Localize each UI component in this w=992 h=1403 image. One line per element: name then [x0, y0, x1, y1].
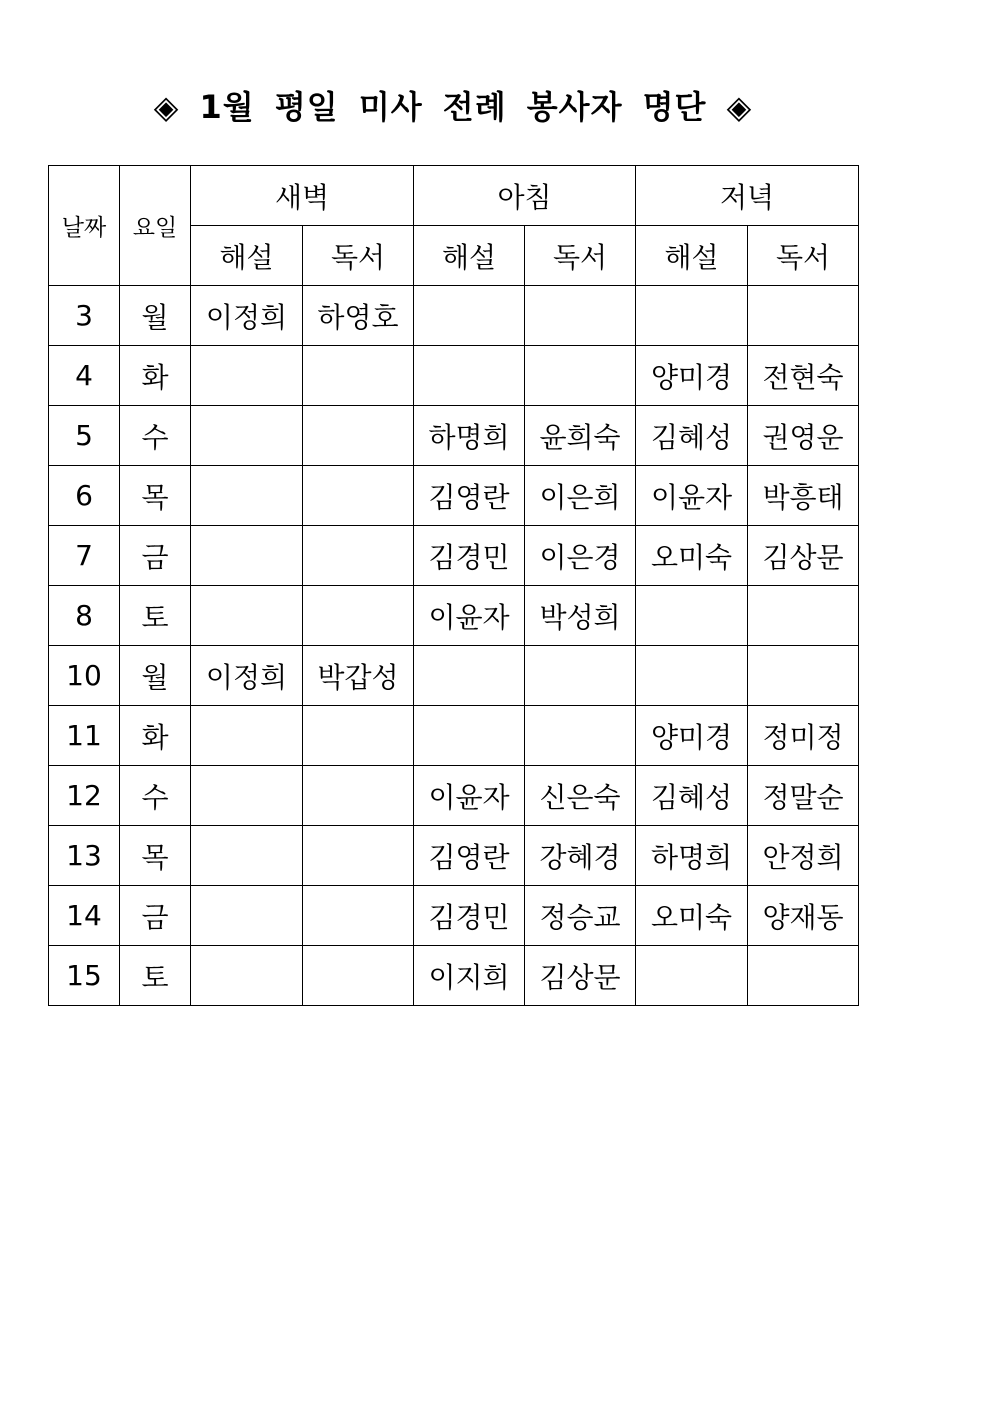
column-header-role: 독서 [748, 226, 859, 286]
column-header-evening: 저녁 [636, 166, 859, 226]
volunteer-name-cell: 김상문 [748, 526, 859, 586]
volunteer-name-cell: 안정희 [748, 826, 859, 886]
volunteer-name-cell [303, 946, 414, 1006]
header-row-periods [49, 166, 859, 226]
column-header-weekday: 요일 [120, 166, 191, 286]
volunteer-name-cell: 양미경 [636, 346, 748, 406]
volunteer-name-cell [748, 286, 859, 346]
table-row [49, 646, 859, 706]
volunteer-name-cell: 이정희 [191, 646, 303, 706]
volunteer-name-cell: 김경민 [414, 886, 525, 946]
volunteer-name-cell [191, 526, 303, 586]
table-header [49, 166, 859, 286]
volunteer-name-cell: 박갑성 [303, 646, 414, 706]
volunteer-name-cell: 김영란 [414, 826, 525, 886]
date-cell: 6 [49, 466, 120, 526]
volunteer-name-cell: 전현숙 [748, 346, 859, 406]
weekday-cell: 금 [120, 526, 191, 586]
volunteer-name-cell: 권영운 [748, 406, 859, 466]
volunteer-name-cell [303, 346, 414, 406]
column-header-dawn: 새벽 [191, 166, 414, 226]
volunteer-name-cell [636, 946, 748, 1006]
table-row [49, 826, 859, 886]
volunteer-name-cell [191, 766, 303, 826]
table-body [49, 286, 859, 1006]
volunteer-name-cell [303, 406, 414, 466]
volunteer-name-cell: 정승교 [525, 886, 636, 946]
volunteer-name-cell [414, 706, 525, 766]
volunteer-name-cell [525, 346, 636, 406]
volunteer-name-cell [303, 706, 414, 766]
volunteer-name-cell [636, 586, 748, 646]
volunteer-name-cell [748, 946, 859, 1006]
volunteer-name-cell: 김상문 [525, 946, 636, 1006]
volunteer-name-cell [303, 766, 414, 826]
page-title: ◈ 1월 평일 미사 전례 봉사자 명단 ◈ [153, 88, 753, 126]
volunteer-name-cell [414, 646, 525, 706]
volunteer-name-cell [525, 706, 636, 766]
date-cell: 4 [49, 346, 120, 406]
weekday-cell: 화 [120, 706, 191, 766]
column-header-role: 해설 [414, 226, 525, 286]
weekday-cell: 목 [120, 826, 191, 886]
table-row [49, 706, 859, 766]
table-row [49, 586, 859, 646]
weekday-cell: 목 [120, 466, 191, 526]
table-row [49, 526, 859, 586]
volunteer-name-cell: 오미숙 [636, 526, 748, 586]
column-header-role: 해설 [191, 226, 303, 286]
weekday-cell: 수 [120, 406, 191, 466]
volunteer-name-cell [191, 466, 303, 526]
table-row [49, 946, 859, 1006]
volunteer-name-cell: 강혜경 [525, 826, 636, 886]
date-cell: 13 [49, 826, 120, 886]
date-cell: 15 [49, 946, 120, 1006]
column-header-role: 독서 [303, 226, 414, 286]
volunteer-name-cell [191, 826, 303, 886]
volunteer-name-cell: 김혜성 [636, 766, 748, 826]
volunteer-name-cell [191, 586, 303, 646]
volunteer-name-cell: 하명희 [414, 406, 525, 466]
table-row [49, 766, 859, 826]
date-cell: 10 [49, 646, 120, 706]
table-row [49, 406, 859, 466]
volunteer-name-cell: 이은경 [525, 526, 636, 586]
volunteer-name-cell: 김영란 [414, 466, 525, 526]
weekday-cell: 토 [120, 586, 191, 646]
volunteer-name-cell [303, 886, 414, 946]
volunteer-name-cell: 양재동 [748, 886, 859, 946]
table-row [49, 886, 859, 946]
volunteer-name-cell [636, 286, 748, 346]
volunteer-name-cell [191, 346, 303, 406]
volunteer-name-cell: 박성희 [525, 586, 636, 646]
weekday-cell: 수 [120, 766, 191, 826]
date-cell: 12 [49, 766, 120, 826]
volunteer-roster-table [48, 165, 859, 1006]
volunteer-name-cell [748, 586, 859, 646]
volunteer-name-cell: 박흥태 [748, 466, 859, 526]
table-row [49, 466, 859, 526]
date-cell: 3 [49, 286, 120, 346]
weekday-cell: 금 [120, 886, 191, 946]
volunteer-name-cell: 신은숙 [525, 766, 636, 826]
date-cell: 11 [49, 706, 120, 766]
weekday-cell: 토 [120, 946, 191, 1006]
date-cell: 5 [49, 406, 120, 466]
column-header-role: 해설 [636, 226, 748, 286]
date-cell: 14 [49, 886, 120, 946]
weekday-cell: 월 [120, 286, 191, 346]
date-cell: 8 [49, 586, 120, 646]
weekday-cell: 화 [120, 346, 191, 406]
volunteer-name-cell [191, 946, 303, 1006]
volunteer-name-cell: 김혜성 [636, 406, 748, 466]
volunteer-name-cell [303, 826, 414, 886]
table-row [49, 286, 859, 346]
volunteer-name-cell [191, 406, 303, 466]
volunteer-name-cell [303, 586, 414, 646]
volunteer-name-cell: 윤희숙 [525, 406, 636, 466]
volunteer-name-cell [191, 706, 303, 766]
volunteer-name-cell: 하명희 [636, 826, 748, 886]
column-header-date: 날짜 [49, 166, 120, 286]
volunteer-name-cell: 이지희 [414, 946, 525, 1006]
volunteer-name-cell: 이정희 [191, 286, 303, 346]
volunteer-name-cell: 하영호 [303, 286, 414, 346]
volunteer-name-cell: 이윤자 [414, 766, 525, 826]
volunteer-name-cell: 김경민 [414, 526, 525, 586]
volunteer-name-cell: 정미정 [748, 706, 859, 766]
volunteer-name-cell: 이윤자 [636, 466, 748, 526]
volunteer-name-cell [414, 346, 525, 406]
volunteer-name-cell [636, 646, 748, 706]
volunteer-name-cell: 정말순 [748, 766, 859, 826]
column-header-morning: 아침 [414, 166, 636, 226]
volunteer-name-cell: 오미숙 [636, 886, 748, 946]
volunteer-name-cell [414, 286, 525, 346]
table-row [49, 346, 859, 406]
volunteer-name-cell: 이은희 [525, 466, 636, 526]
volunteer-name-cell: 양미경 [636, 706, 748, 766]
column-header-role: 독서 [525, 226, 636, 286]
weekday-cell: 월 [120, 646, 191, 706]
volunteer-name-cell [525, 286, 636, 346]
volunteer-name-cell [191, 886, 303, 946]
volunteer-name-cell [525, 646, 636, 706]
volunteer-name-cell [748, 646, 859, 706]
date-cell: 7 [49, 526, 120, 586]
volunteer-name-cell [303, 466, 414, 526]
volunteer-name-cell: 이윤자 [414, 586, 525, 646]
volunteer-name-cell [303, 526, 414, 586]
